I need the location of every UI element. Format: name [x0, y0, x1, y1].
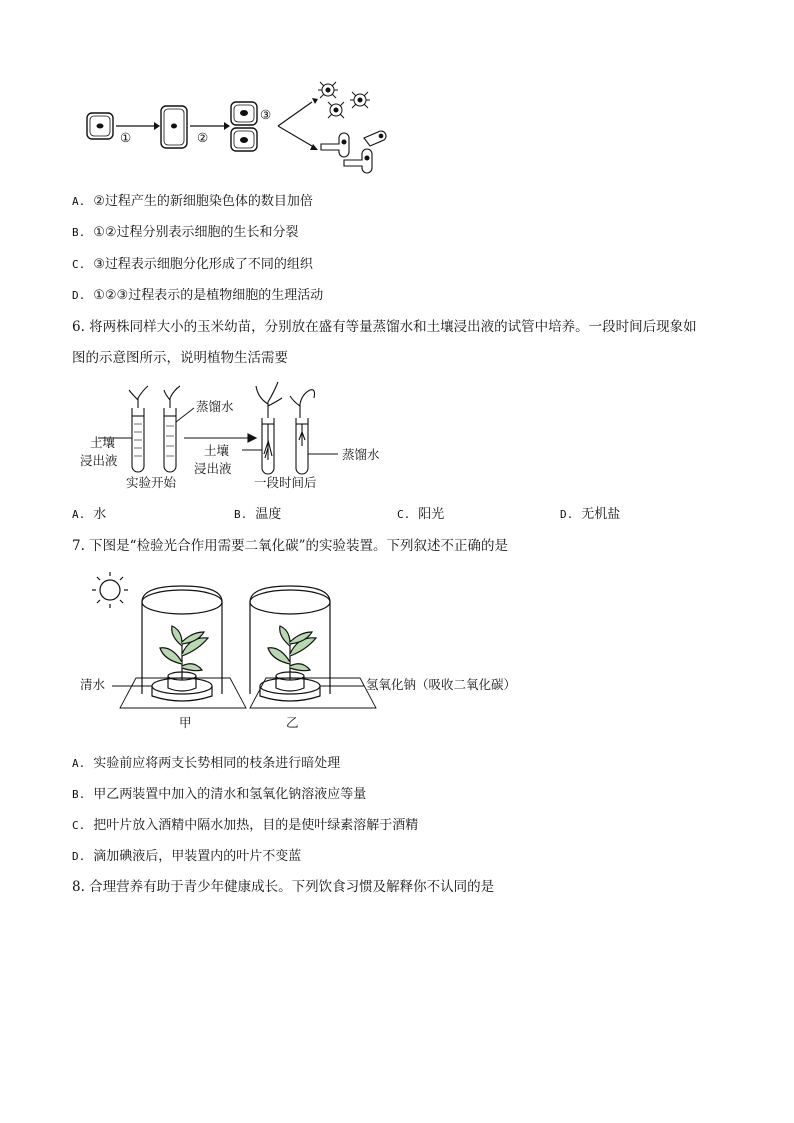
option-text: 实验前应将两支长势相同的枝条进行暗处理 [93, 756, 341, 771]
photosynthesis-apparatus-figure [76, 568, 546, 738]
option-letter: B. [72, 226, 86, 239]
corn-seedling-figure [76, 382, 406, 494]
soil-extract-label-left-1: 土壤 [90, 435, 116, 450]
q7-option-d[interactable] [72, 848, 301, 866]
option-letter: B. [72, 788, 86, 801]
q6-stem-line-1: 6. 将两株同样大小的玉米幼苗，分别放在盛有等量蒸馏水和土壤浸出液的试管中培养。一段时间后现象如 [72, 319, 697, 335]
option-letter: A. [72, 757, 86, 770]
option-text: ③过程表示细胞分化形成了不同的组织 [93, 257, 313, 272]
soil-extract-label-left-2: 浸出液 [80, 453, 118, 468]
water-label: 清水 [80, 677, 106, 692]
after-some-time-label: 一段时间后 [254, 475, 317, 490]
cell-process-figure [80, 80, 400, 170]
apparatus-yi-label: 乙 [286, 715, 299, 730]
q7-option-c[interactable] [72, 817, 418, 835]
q6-option-c[interactable] [397, 506, 444, 524]
option-text: 阳光 [418, 507, 445, 522]
apparatus-jia-label: 甲 [179, 715, 192, 730]
soil-extract-label-mid-2: 浸出液 [194, 461, 232, 476]
distilled-water-label-right: 蒸馏水 [342, 447, 380, 462]
q6-option-b[interactable] [234, 506, 281, 524]
bell-jar-diagram [76, 568, 546, 738]
q7-option-a[interactable] [72, 755, 340, 773]
option-text: 温度 [255, 507, 282, 522]
option-letter: D. [72, 850, 86, 863]
option-letter: D. [72, 289, 86, 302]
q5-option-b[interactable] [72, 224, 299, 242]
q5-option-d[interactable] [72, 287, 323, 305]
q6-option-a[interactable] [72, 506, 106, 524]
option-letter: A. [72, 195, 86, 208]
q5-option-a[interactable] [72, 193, 313, 211]
option-letter: D. [560, 508, 574, 521]
step-2-label: ② [197, 130, 209, 145]
q7-stem: 7. 下图是“检验光合作用需要二氧化碳”的实验装置。下列叙述不正确的是 [72, 538, 508, 554]
option-letter: A. [72, 508, 86, 521]
distilled-water-label-top: 蒸馏水 [196, 399, 234, 414]
option-letter: C. [72, 819, 86, 832]
option-text: ①②③过程表示的是植物细胞的生理活动 [93, 288, 324, 303]
option-text: ①②过程分别表示细胞的生长和分裂 [93, 225, 299, 240]
option-letter: B. [234, 508, 248, 521]
option-text: 把叶片放入酒精中隔水加热，目的是使叶绿素溶解于酒精 [93, 818, 419, 833]
step-1-label: ① [120, 130, 132, 145]
option-letter: C. [397, 508, 411, 521]
q5-option-c[interactable] [72, 256, 313, 274]
q7-option-b[interactable] [72, 786, 366, 804]
option-text: ②过程产生的新细胞染色体的数目加倍 [93, 194, 313, 209]
soil-extract-label-mid-1: 土壤 [204, 443, 230, 458]
sun-icon [92, 572, 128, 608]
option-text: 甲乙两装置中加入的清水和氢氧化钠溶液应等量 [93, 787, 367, 802]
cell-process-diagram [80, 80, 400, 170]
naoh-label: 氢氧化钠（吸收二氧化碳） [366, 677, 517, 692]
option-letter: C. [72, 258, 86, 271]
experiment-start-label: 实验开始 [126, 475, 177, 490]
option-text: 水 [93, 507, 107, 522]
q8-stem: 8. 合理营养有助于青少年健康成长。下列饮食习惯及解释你不认同的是 [72, 879, 495, 895]
step-3-label: ③ [260, 107, 272, 122]
option-text: 无机盐 [581, 507, 621, 522]
q6-option-d[interactable] [560, 506, 620, 524]
q6-stem-line-2: 图的示意图所示，说明植物生活需要 [72, 350, 288, 366]
option-text: 滴加碘液后，甲装置内的叶片不变蓝 [93, 849, 302, 864]
